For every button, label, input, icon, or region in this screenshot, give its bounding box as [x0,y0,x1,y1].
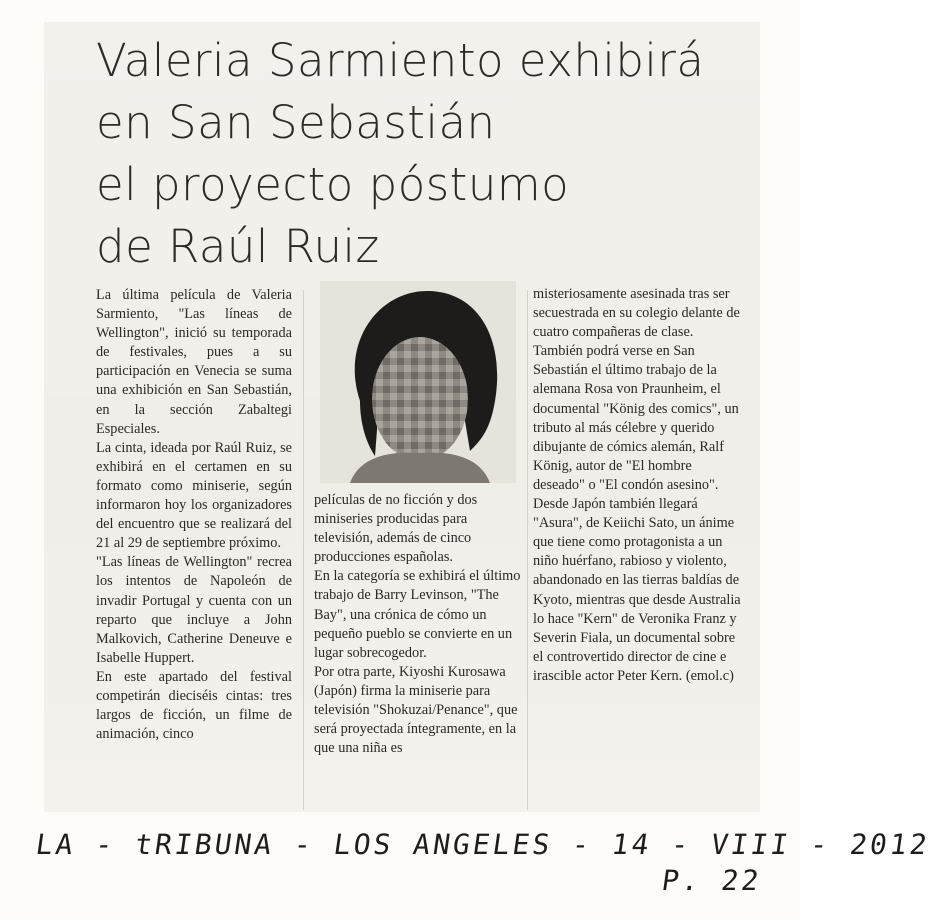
handwritten-page-number: P. 22 [659,864,764,897]
headline-line: Valeria Sarmiento exhibirá [96,34,705,87]
article-column-1 [96,286,292,744]
handwritten-source-note [33,828,932,908]
headline-line: el proyecto póstumo [96,158,570,211]
portrait-image [320,281,516,483]
paragraph: La última película de Valeria Sarmiento, "Las líneas de Wellington", inició su temporada de festivales, pues a su participación en Venecia se suma una exhibición en San Sebastián, en la sección Zabaltegi Especiales. [96,287,292,437]
paragraph: películas de no ficción y dos miniseries producidas para televisión, además de cinco producciones españolas. [314,492,478,566]
article-column-2 [314,491,526,758]
column-divider [527,290,528,810]
article-headline [96,30,736,278]
paragraph: Por otra parte, Kiyoshi Kurosawa (Japón) firma la miniserie para televisión "Shokuzai/Penance", que será proyectada íntegramente, en la que una niña es [314,663,518,757]
headline-line: en San Sebastián [96,96,496,149]
portrait-photo [320,281,516,483]
paragraph: "Las líneas de Wellington" recrea los intentos de Napoleón de invadir Portugal y cuenta con un reparto que incluye a John Malkovich, Catherine Deneuve e Isabelle Huppert. [96,554,292,666]
paragraph: En la categoría se exhibirá el último trabajo de Barry Levinson, "The Bay", una crónica de cómo un pequeño pueblo se convierte en un lugar sobrecogedor. [314,568,521,661]
article-column-3 [533,285,741,686]
paragraph: También podrá verse en San Sebastián el último trabajo de la alemana Rosa von Praunheim, el documental "König des comics", un tributo al más célebre y querido dibujante de cómics alemán, Ralf König, autor de "El hombre deseado" o "El condón asesino". [533,343,739,493]
handwritten-source-line: LA - tRIBUNA - LOS ANGELES - 14 - VIII - 2012 [33,828,932,861]
headline-line: de Raúl Ruiz [96,220,380,273]
paragraph: Desde Japón también llegará "Asura", de Keiichi Sato, un ánime que tiene como protagonista a un niño huérfano, rabioso y violento, abandonado en las tierras baldías de Kyoto, mientras que desde Australia lo hace "Kern" de Veronika Franz y Severin Fiala, un documental sobre el controvertido director de cine e irascible actor Peter Kern. (emol.c) [533,496,741,684]
paragraph: misteriosamente asesinada tras ser secuestrada en su colegio delante de cuatro compañeras de clase. [533,286,740,341]
paragraph: La cinta, ideada por Raúl Ruiz, se exhibirá en el certamen en su formato como miniserie, según informaron hoy los organizadores del encuentro que se realizará del 21 al 29 de septiembre próximo. [96,439,292,552]
paragraph: En este apartado del festival competirán dieciséis cintas: tres largos de ficción, un filme de animación, cinco [96,668,292,743]
column-divider [303,290,304,810]
